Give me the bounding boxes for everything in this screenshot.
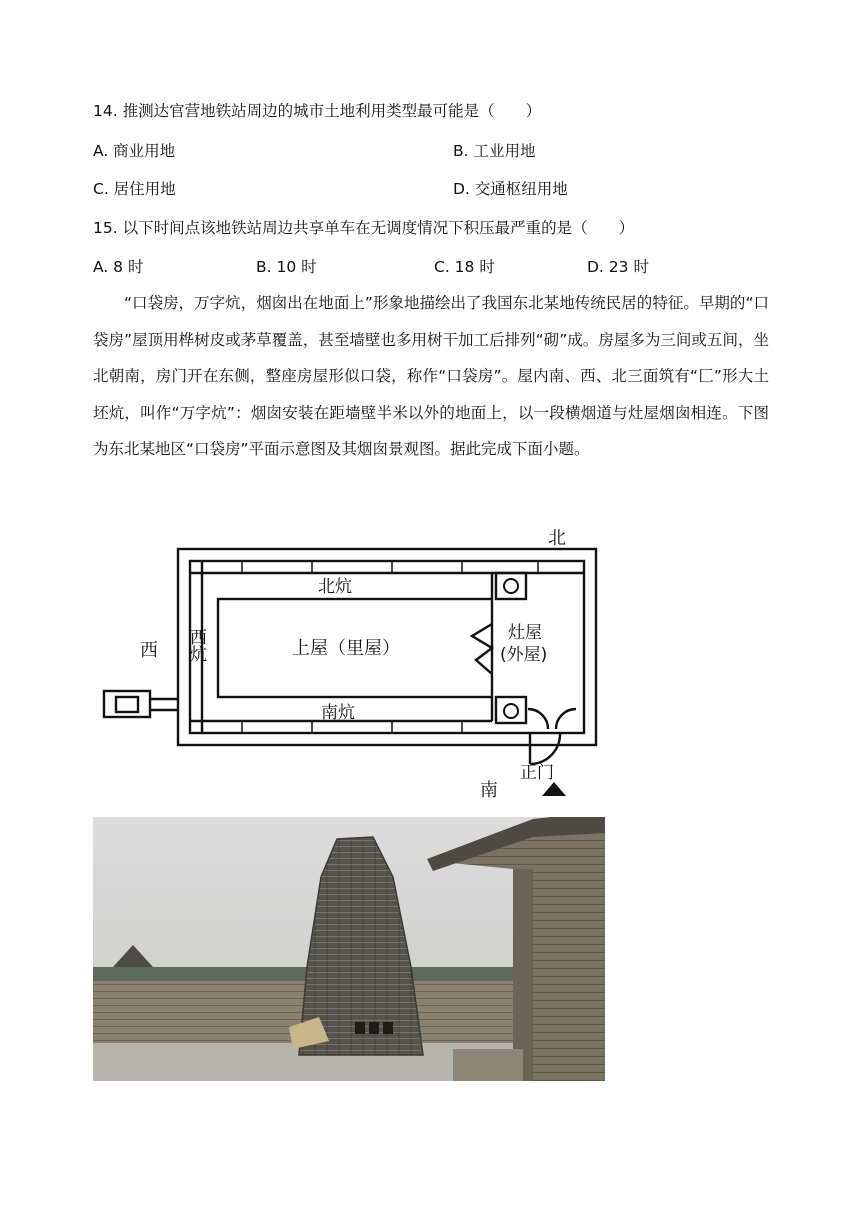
label-south-kang: 南炕 <box>321 703 355 723</box>
entrance-arrow-icon <box>542 782 566 796</box>
q15-option-c: C. 18 时 <box>434 258 495 276</box>
label-main-room: 上屋（里屋） <box>292 638 400 659</box>
q14-option-c: C. 居住用地 <box>93 180 176 198</box>
q14-stem: 14. 推测达官营地铁站周边的城市土地利用类型最可能是（ ） <box>93 102 542 120</box>
label-west: 西 <box>140 640 158 661</box>
q14-option-b: B. 工业用地 <box>453 142 536 160</box>
q14-option-d: D. 交通枢纽用地 <box>453 180 568 198</box>
q15-option-b: B. 10 时 <box>256 258 317 276</box>
label-north-kang: 北炕 <box>318 577 352 597</box>
q15-option-a: A. 8 时 <box>93 258 144 276</box>
label-kitchen: 灶屋 <box>508 623 542 643</box>
label-south: 南 <box>480 780 498 801</box>
label-kitchen-outer: (外屋) <box>500 645 548 665</box>
passage-text: “口袋房，万字炕，烟囱出在地面上”形象地描绘出了我国东北某地传统民居的特征。早期的“口袋房”屋顶用桦树皮或茅草覆盖，甚至墙壁也多用树干加工后排列“砌”成。房屋多为三间或五间，坐北朝南，房门开在东侧，整座房屋形似口袋，称作“口袋房”。屋内南、西、北三面筑有“匚”形大土坯炕，叫作“万字炕”：烟囱安装在距墙壁半米以外的地面上，以一段横烟道与灶屋烟囱相连。下图为东北某地区“口袋房”平面示意图及其烟囱景观图。据此完成下面小题。 <box>93 294 769 459</box>
label-west-kang: 西炕 <box>186 628 206 662</box>
label-north: 北 <box>548 528 566 549</box>
label-front-door: 正门 <box>520 763 554 783</box>
pocket-house-floor-plan <box>100 524 610 802</box>
q15-option-d: D. 23 时 <box>587 258 649 276</box>
q14-option-a: A. 商业用地 <box>93 142 176 160</box>
chimney-photo <box>93 817 605 1081</box>
q15-stem: 15. 以下时间点该地铁站周边共享单车在无调度情况下积压最严重的是（ ） <box>93 219 635 237</box>
